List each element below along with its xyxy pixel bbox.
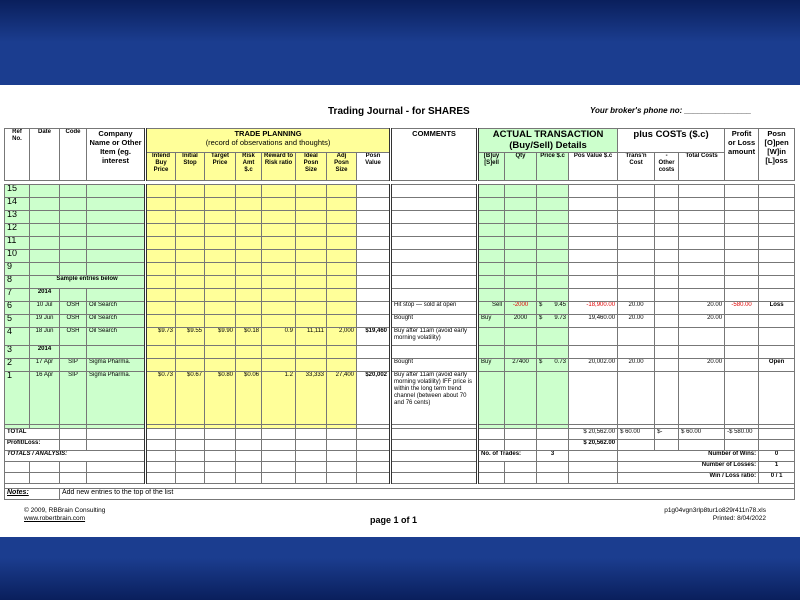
header-total-costs: Total Costs [679, 153, 725, 181]
website-link[interactable]: www.robertbrain.com [24, 515, 86, 522]
header-intend: Intend Buy Price [146, 153, 176, 181]
profit-loss-row [5, 440, 795, 451]
status-badge: Open [759, 359, 795, 372]
table-row[interactable] [5, 224, 795, 237]
journal-page [0, 85, 800, 537]
total-other-costs: $- [655, 429, 679, 440]
table-row[interactable] [5, 185, 795, 198]
sample-entries-label: Sample entries below [30, 276, 146, 289]
total-costs: $ 60.00 [679, 429, 725, 440]
year-label: 2014 [30, 346, 60, 359]
profit-loss-value: $ 20,562.00 [569, 440, 618, 451]
totals-row [5, 429, 795, 440]
notes-text[interactable]: Add new entries to the top of the list [60, 489, 795, 500]
notes-label: Notes: [5, 489, 60, 500]
status-badge: Loss [759, 302, 795, 315]
wins-value: 0 [759, 451, 795, 462]
broker-phone-label: Your broker's phone no: _______________ [590, 106, 752, 115]
ratio-value: 0 / 1 [759, 473, 795, 484]
header-actual-sub: (Buy/Sell) Details [509, 140, 587, 151]
header-reward: Reward to Risk ratio [262, 153, 296, 181]
comment-cell: Buy after 11am (avoid early morning volatility) IFF price is within the long term trend channel (between about 70 and 76 cents) [391, 372, 478, 425]
profit-loss-label: Profit/Loss: [5, 440, 60, 451]
total-profit: -$ 580.00 [725, 429, 759, 440]
num-trades-value: 3 [537, 451, 569, 462]
table-row: 7 2014 [5, 289, 795, 302]
table-row[interactable]: 5 19 Jun OSH Oil Search Bought Buy 2000 $ 9.73 19,460.00 20.00 20.00 [5, 315, 795, 328]
header-planning-sub: (record of observations and thoughts) [205, 138, 331, 147]
table-row[interactable] [5, 198, 795, 211]
file-name: p1g04vgn3rlp8tur1o829r411n78.xls [664, 507, 766, 514]
table-row[interactable]: 2 17 Apr SIP Sigma Pharma. Bought Buy 27400 $ 0.73 20,002.00 20.00 20.00 Open [5, 359, 795, 372]
header-posn-value: Posn Value [357, 153, 391, 181]
header-qty: Qty [505, 153, 537, 181]
footer-left [24, 507, 105, 523]
header-price: Price $.c [537, 153, 569, 181]
footer-right [604, 507, 766, 523]
num-trades-label: No. of Trades: [478, 451, 537, 462]
losses-value: 1 [759, 462, 795, 473]
journal-table [4, 128, 795, 500]
table-row: 3 2014 [5, 346, 795, 359]
header-actual-title: ACTUAL TRANSACTION [492, 129, 604, 140]
losses-label: Number of Losses: [618, 462, 759, 473]
ref-number: 15 [5, 185, 30, 198]
total-trans-cost: $ 60.00 [618, 429, 655, 440]
analysis-label: TOTALS / ANALYSIS: [5, 451, 146, 462]
ref-number: 10 [5, 250, 30, 263]
total-label: TOTAL [5, 429, 60, 440]
table-row[interactable] [5, 250, 795, 263]
comment-cell: Bought [391, 315, 478, 328]
page-title: Trading Journal - for SHARES [328, 106, 470, 117]
header-company: Company Name or Other Item (eg. interest [87, 129, 146, 181]
table-row[interactable]: 1 16 Apr SIP Sigma Pharma. $0.73 $0.67 $0.80 $0.06 1.2 33,333 27,400 $20,002 Buy after 11am (avoid early morning volatility) IFF price is within the long term trend channel (between about 70 and 76 cents) [5, 372, 795, 425]
ref-number: 12 [5, 224, 30, 237]
header-trans-cost: Trans'n Cost [618, 153, 655, 181]
header-ideal: Ideal Posn Size [296, 153, 327, 181]
header-date: Date [30, 129, 60, 181]
year-label: 2014 [30, 289, 60, 302]
table-row[interactable] [5, 263, 795, 276]
analysis-row [5, 451, 795, 462]
ref-number: 14 [5, 198, 30, 211]
notes-row [5, 489, 795, 500]
header-pos-value: Pos Value $.c [569, 153, 618, 181]
copyright: © 2009, RBBrain Consulting [24, 507, 106, 514]
header-target: Target Price [205, 153, 236, 181]
header-bs: [B]uy [S]ell [478, 153, 505, 181]
table-row[interactable] [5, 211, 795, 224]
table-row[interactable]: 4 18 Jun OSH Oil Search $9.73 $9.55 $9.90 $0.18 0.9 11,111 2,000 $19,460 Buy after 11am (avoid early morning volatility) [5, 328, 795, 346]
table-row: 8 Sample entries below [5, 276, 795, 289]
printed-date: Printed: 8/04/2022 [712, 515, 766, 522]
page-number: page 1 of 1 [370, 515, 418, 525]
ref-number: 13 [5, 211, 30, 224]
header-comments: COMMENTS [391, 129, 478, 181]
header-other-costs: - Other costs [655, 153, 679, 181]
total-pos-value: $ 20,562.00 [569, 429, 618, 440]
comment-cell: Bought [391, 359, 478, 372]
header-risk: Risk Amt $.c [236, 153, 262, 181]
ref-number: 9 [5, 263, 30, 276]
ref-number: 11 [5, 237, 30, 250]
ratio-label: Win / Loss ratio: [618, 473, 759, 484]
comment-cell: Buy after 11am (avoid early morning volatility) [391, 328, 478, 346]
header-profit: Profit or Loss amount [725, 129, 759, 181]
header-costs: plus COSTs ($.c) [618, 129, 725, 153]
table-row[interactable] [5, 237, 795, 250]
header-planning-title: TRADE PLANNING [234, 129, 302, 138]
header-posn: Posn [O]pen [W]in [L]oss [759, 129, 795, 181]
header-code: Code [60, 129, 87, 181]
header-initial-stop: Initial Stop [176, 153, 205, 181]
wins-label: Number of Wins: [618, 451, 759, 462]
table-row[interactable]: 6 10 Jul OSH Oil Search Hit stop — sold at open Sell -2000 $ 9.45 -18,900.00 20.00 20.00 -580.00 Loss [5, 302, 795, 315]
header-adj: Adj Posn Size [327, 153, 357, 181]
header-ref: Ref No. [5, 129, 30, 181]
comment-cell: Hit stop — sold at open [391, 302, 478, 315]
